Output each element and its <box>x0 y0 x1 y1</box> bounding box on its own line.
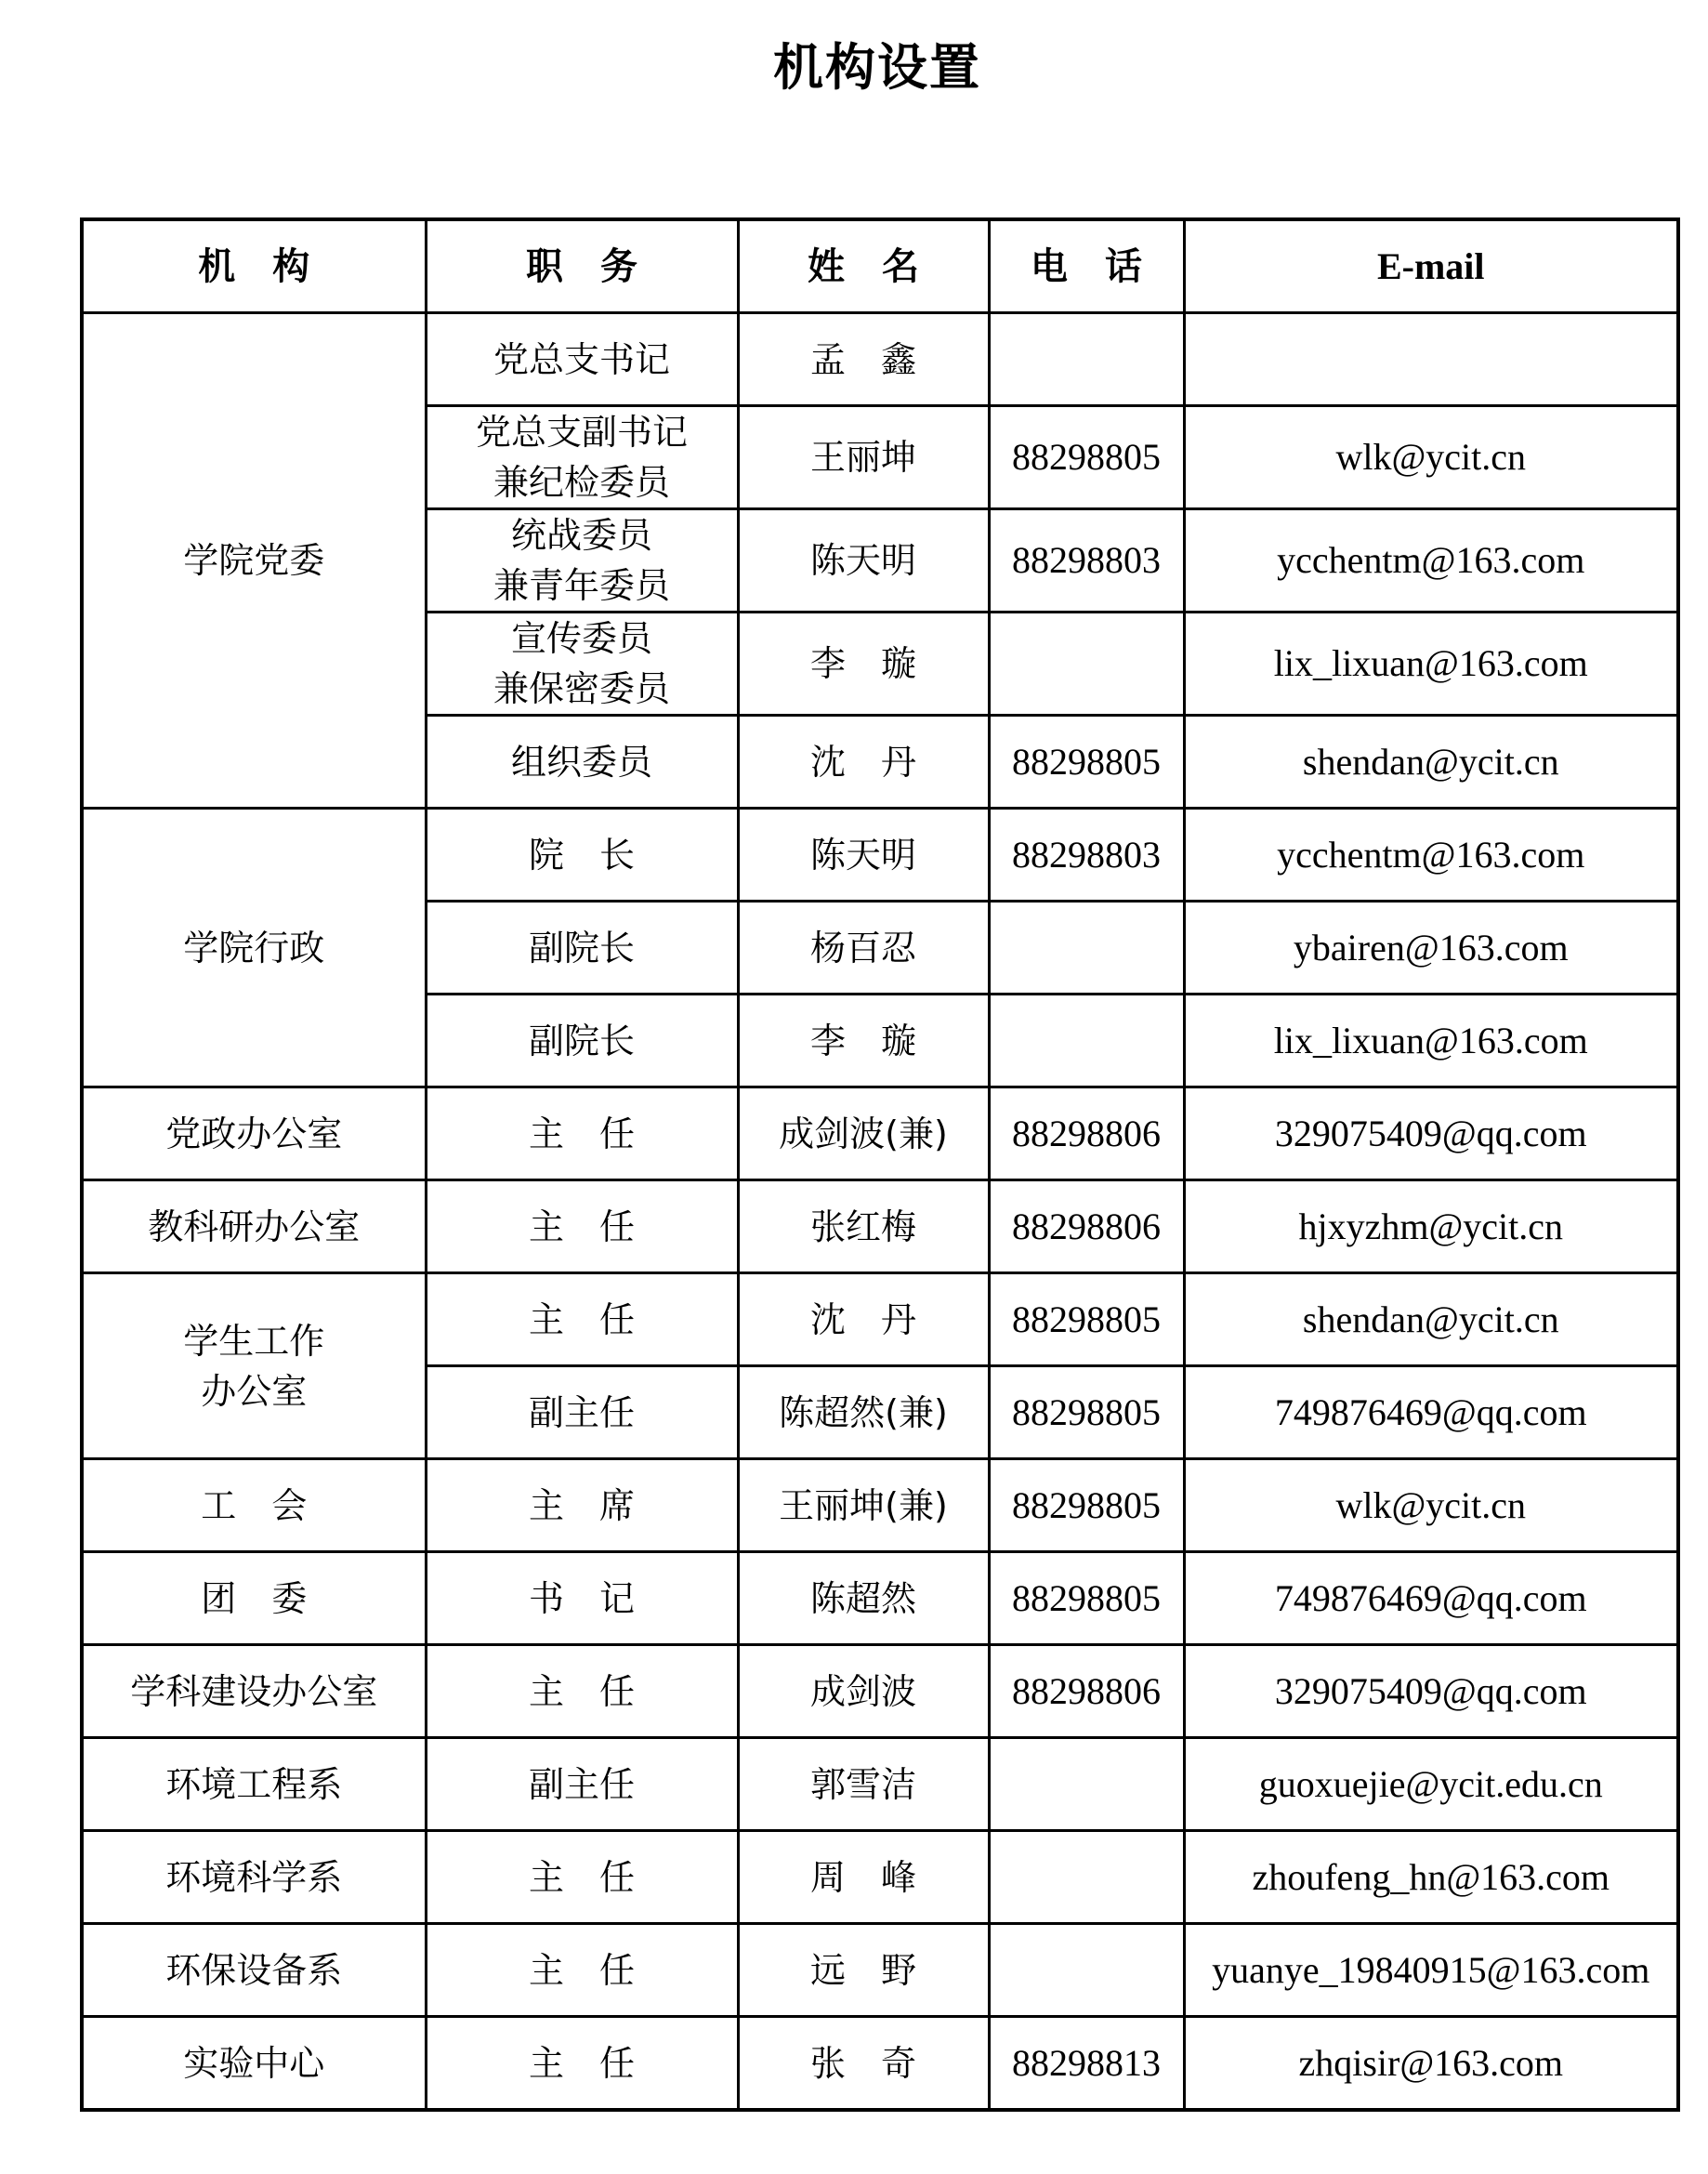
org-cell: 团 委 <box>82 1552 426 1645</box>
position-cell: 副院长 <box>426 902 738 995</box>
phone-cell: 88298806 <box>989 1087 1184 1180</box>
email-cell: lix_lixuan@163.com <box>1184 613 1678 716</box>
phone-cell <box>989 313 1184 406</box>
header-email: E-mail <box>1184 219 1678 313</box>
position-line: 兼纪检委员 <box>493 462 670 503</box>
phone-cell: 88298805 <box>989 716 1184 809</box>
phone-cell: 88298805 <box>989 1366 1184 1459</box>
position-cell: 主 任 <box>426 1831 738 1924</box>
name-cell: 王丽坤 <box>738 406 989 509</box>
position-cell: 主 任 <box>426 1273 738 1366</box>
org-cell: 教科研办公室 <box>82 1180 426 1273</box>
header-name: 姓 名 <box>738 219 989 313</box>
email-cell: 749876469@qq.com <box>1184 1552 1678 1645</box>
phone-cell: 88298806 <box>989 1180 1184 1273</box>
position-cell: 院 长 <box>426 809 738 902</box>
phone-cell: 88298805 <box>989 1552 1184 1645</box>
position-cell: 党总支书记 <box>426 313 738 406</box>
name-cell: 成剑波 <box>738 1645 989 1738</box>
table-row <box>82 1738 1678 1831</box>
name-cell: 陈天明 <box>738 809 989 902</box>
position-line: 兼保密委员 <box>493 668 670 709</box>
position-cell: 副院长 <box>426 995 738 1087</box>
org-line: 办公室 <box>201 1370 308 1412</box>
email-cell: wlk@ycit.cn <box>1184 406 1678 509</box>
email-cell: lix_lixuan@163.com <box>1184 995 1678 1087</box>
phone-cell: 88298806 <box>989 1645 1184 1738</box>
header-org: 机 构 <box>82 219 426 313</box>
phone-cell <box>989 1831 1184 1924</box>
email-cell: guoxuejie@ycit.edu.cn <box>1184 1738 1678 1831</box>
phone-cell <box>989 1924 1184 2017</box>
position-line: 兼青年委员 <box>493 565 670 606</box>
position-cell: 副主任 <box>426 1366 738 1459</box>
phone-cell: 88298805 <box>989 1459 1184 1552</box>
table-row <box>82 2017 1678 2111</box>
name-cell: 远 野 <box>738 1924 989 2017</box>
position-cell: 主 任 <box>426 1087 738 1180</box>
position-cell <box>426 406 738 509</box>
email-cell <box>1184 313 1678 406</box>
page-title: 机构设置 <box>773 38 981 97</box>
name-cell: 王丽坤(兼) <box>738 1459 989 1552</box>
name-cell: 沈 丹 <box>738 716 989 809</box>
email-cell: ycchentm@163.com <box>1184 509 1678 613</box>
header-position: 职 务 <box>426 219 738 313</box>
email-cell: ybairen@163.com <box>1184 902 1678 995</box>
name-cell: 李 璇 <box>738 995 989 1087</box>
name-cell: 成剑波(兼) <box>738 1087 989 1180</box>
phone-cell: 88298803 <box>989 509 1184 613</box>
phone-cell <box>989 995 1184 1087</box>
table-row <box>82 1459 1678 1552</box>
name-cell: 陈天明 <box>738 509 989 613</box>
table-row <box>82 1552 1678 1645</box>
phone-cell <box>989 613 1184 716</box>
org-cell: 工 会 <box>82 1459 426 1552</box>
position-cell <box>426 509 738 613</box>
phone-cell <box>989 902 1184 995</box>
position-cell: 主 席 <box>426 1459 738 1552</box>
table-row <box>82 1273 1678 1366</box>
name-cell: 陈超然(兼) <box>738 1366 989 1459</box>
name-cell: 杨百忍 <box>738 902 989 995</box>
email-cell: shendan@ycit.cn <box>1184 1273 1678 1366</box>
phone-cell <box>989 1738 1184 1831</box>
name-cell: 张 奇 <box>738 2017 989 2111</box>
table-row <box>82 1831 1678 1924</box>
position-cell: 主 任 <box>426 2017 738 2111</box>
org-cell: 环境工程系 <box>82 1738 426 1831</box>
email-cell: zhoufeng_hn@163.com <box>1184 1831 1678 1924</box>
email-cell: 329075409@qq.com <box>1184 1087 1678 1180</box>
org-line: 学生工作 <box>183 1320 325 1362</box>
table-row <box>82 1180 1678 1273</box>
header-row <box>82 219 1678 313</box>
org-directory-table <box>80 217 1680 2112</box>
table-row <box>82 1924 1678 2017</box>
table-row <box>82 313 1678 406</box>
position-cell: 副主任 <box>426 1738 738 1831</box>
phone-cell: 88298813 <box>989 2017 1184 2111</box>
name-cell: 李 璇 <box>738 613 989 716</box>
position-cell: 书 记 <box>426 1552 738 1645</box>
org-cell: 学院党委 <box>82 313 426 809</box>
email-cell: hjxyzhm@ycit.cn <box>1184 1180 1678 1273</box>
position-cell: 主 任 <box>426 1180 738 1273</box>
org-cell: 党政办公室 <box>82 1087 426 1180</box>
org-cell <box>82 1273 426 1459</box>
email-cell: yuanye_19840915@163.com <box>1184 1924 1678 2017</box>
phone-cell: 88298805 <box>989 406 1184 509</box>
name-cell: 沈 丹 <box>738 1273 989 1366</box>
email-cell: wlk@ycit.cn <box>1184 1459 1678 1552</box>
email-cell: 749876469@qq.com <box>1184 1366 1678 1459</box>
name-cell: 周 峰 <box>738 1831 989 1924</box>
org-cell: 环境科学系 <box>82 1831 426 1924</box>
position-cell: 主 任 <box>426 1645 738 1738</box>
phone-cell: 88298803 <box>989 809 1184 902</box>
org-cell: 环保设备系 <box>82 1924 426 2017</box>
position-line: 统战委员 <box>510 515 652 556</box>
position-line: 党总支副书记 <box>475 412 688 453</box>
email-cell: 329075409@qq.com <box>1184 1645 1678 1738</box>
position-line: 宣传委员 <box>510 618 652 659</box>
name-cell: 郭雪洁 <box>738 1738 989 1831</box>
org-cell: 实验中心 <box>82 2017 426 2111</box>
email-cell: zhqisir@163.com <box>1184 2017 1678 2111</box>
name-cell: 张红梅 <box>738 1180 989 1273</box>
name-cell: 孟 鑫 <box>738 313 989 406</box>
header-phone: 电 话 <box>989 219 1184 313</box>
name-cell: 陈超然 <box>738 1552 989 1645</box>
email-cell: ycchentm@163.com <box>1184 809 1678 902</box>
position-cell <box>426 613 738 716</box>
org-cell: 学院行政 <box>82 809 426 1087</box>
table-row <box>82 1645 1678 1738</box>
table-row <box>82 809 1678 902</box>
table-row <box>82 1087 1678 1180</box>
org-cell: 学科建设办公室 <box>82 1645 426 1738</box>
phone-cell: 88298805 <box>989 1273 1184 1366</box>
position-cell: 主 任 <box>426 1924 738 2017</box>
email-cell: shendan@ycit.cn <box>1184 716 1678 809</box>
position-cell: 组织委员 <box>426 716 738 809</box>
